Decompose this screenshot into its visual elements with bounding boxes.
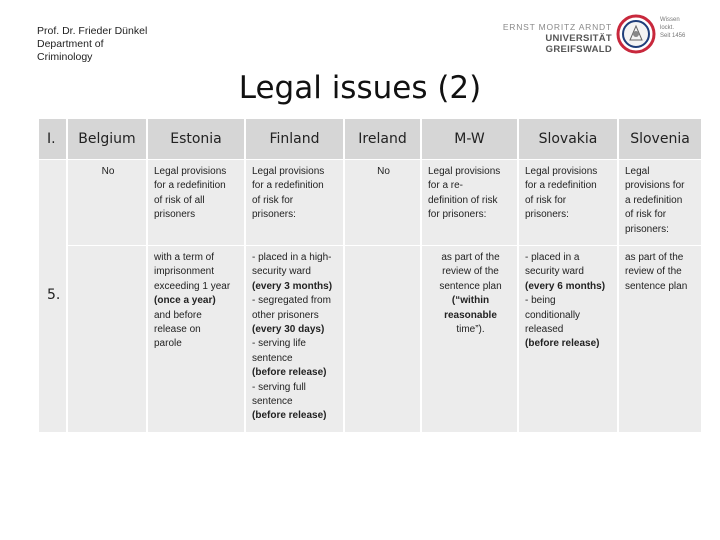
cell-mw-row1 <box>422 160 517 245</box>
cell-line: (every 6 months) <box>525 280 606 292</box>
cell-slovakia-row1 <box>519 160 617 245</box>
cell-line: other prisoners <box>252 309 319 321</box>
cell-line: - being <box>525 295 556 307</box>
header-mw: M-W <box>422 119 517 159</box>
cell-line: security ward <box>525 266 584 278</box>
cell-line: (“within <box>451 295 490 307</box>
cell-line: release on <box>154 324 201 336</box>
cell-line: - segregated from <box>252 295 331 307</box>
cell-slovakia-row2 <box>519 246 617 432</box>
cell-line: prisoners: <box>525 209 569 221</box>
cell-line: of risk of all <box>154 194 205 206</box>
cell-line: prisoners: <box>625 223 669 235</box>
cell-line: (before release) <box>525 338 600 350</box>
cell-line: of risk for <box>252 194 294 206</box>
cell-line: - serving life <box>252 338 306 350</box>
cell-line: sentence plan <box>439 280 502 292</box>
cell-line: sentence <box>252 396 293 408</box>
cell-line: (every 30 days) <box>252 324 325 336</box>
cell-slovenia-row1 <box>619 160 701 245</box>
cell-line: prisoners: <box>252 209 296 221</box>
jubilee-line-2: lockt. <box>660 25 675 31</box>
cell-line: provisions for <box>625 180 685 192</box>
cell-line: conditionally <box>525 309 581 321</box>
cell-line: parole <box>154 338 182 350</box>
cell-line: for a redefinition <box>252 180 324 192</box>
cell-line: of risk for <box>625 209 667 221</box>
cell-line: for a redefinition <box>154 180 226 192</box>
cell-line: Legal provisions <box>428 166 501 177</box>
table-row <box>39 160 701 245</box>
cell-line: Legal provisions <box>252 166 325 177</box>
slide-title: Legal issues (2) <box>238 70 482 106</box>
cell-line: (before release) <box>252 367 327 379</box>
cell-line: for a re- <box>428 180 464 192</box>
cell-line: a redefinition <box>625 194 683 206</box>
cell-finland-row1 <box>246 160 343 245</box>
cell-line: security ward <box>252 266 311 278</box>
cell-line: and before <box>154 309 202 321</box>
header-finland: Finland <box>246 119 343 159</box>
cell-line: released <box>525 324 564 336</box>
cell-line: Legal provisions <box>525 166 598 177</box>
cell-line: Legal provisions <box>154 166 227 177</box>
logo-line-1: ERNST MORITZ ARNDT <box>502 22 612 32</box>
cell-line: sentence plan <box>625 280 688 292</box>
author-info <box>37 25 237 64</box>
jubilee-line-3: Seit 1456 <box>660 33 686 39</box>
row-label: 5. <box>39 160 66 432</box>
header-slovakia: Slovakia <box>519 119 617 159</box>
cell-ireland-row2 <box>345 246 420 432</box>
cell-line: review of the <box>625 266 682 278</box>
cell-belgium-row2 <box>68 246 146 432</box>
cell-line: (every 3 months) <box>252 280 333 292</box>
cell-slovenia-row2 <box>619 246 701 432</box>
jubilee-line-1: Wissen <box>660 17 680 23</box>
table-header-row <box>39 119 701 159</box>
header-ireland: Ireland <box>345 119 420 159</box>
logo-line-2: UNIVERSITÄT GREIFSWALD <box>545 33 612 55</box>
logo-jubilee <box>660 16 700 40</box>
header-estonia: Estonia <box>148 119 244 159</box>
university-seal-icon <box>616 14 656 54</box>
comparison-table <box>37 118 703 433</box>
university-logo <box>494 14 704 54</box>
cell-line: time”). <box>456 324 485 336</box>
cell-line: for prisoners: <box>428 209 487 221</box>
cell-line: as part of the <box>625 252 684 263</box>
cell-line: reasonable <box>444 309 497 321</box>
cell-line: definition of risk <box>428 194 498 206</box>
author-department: Department of <box>37 38 104 50</box>
header-belgium: Belgium <box>68 119 146 159</box>
cell-line: as part of the <box>441 252 500 263</box>
cell-line: with a term of <box>154 252 215 263</box>
cell-line: - serving full <box>252 381 306 393</box>
cell-line: (before release) <box>252 410 327 422</box>
cell-line: - placed in a <box>525 252 580 263</box>
author-name: Prof. Dr. Frieder Dünkel <box>37 25 148 37</box>
cell-line: of risk for <box>525 194 567 206</box>
cell-line: exceeding 1 year <box>154 280 231 292</box>
cell-line: (once a year) <box>154 295 216 307</box>
header-slovenia: Slovenia <box>619 119 701 159</box>
table-row <box>39 246 701 432</box>
cell-line: review of the <box>442 266 499 278</box>
cell-line: imprisonment <box>154 266 215 278</box>
cell-line: sentence <box>252 352 293 364</box>
cell-mw-row2 <box>422 246 517 432</box>
cell-ireland-row1: No <box>345 160 420 245</box>
cell-estonia-row2 <box>148 246 244 432</box>
header-corner: I. <box>39 119 66 159</box>
cell-line: Legal <box>625 166 650 177</box>
author-unit: Criminology <box>37 51 93 63</box>
cell-line: - placed in a high- <box>252 252 332 263</box>
university-wordmark <box>494 22 612 55</box>
cell-finland-row2 <box>246 246 343 432</box>
cell-line: prisoners <box>154 209 196 221</box>
cell-estonia-row1 <box>148 160 244 245</box>
cell-belgium-row1: No <box>68 160 146 245</box>
cell-line: for a redefinition <box>525 180 597 192</box>
